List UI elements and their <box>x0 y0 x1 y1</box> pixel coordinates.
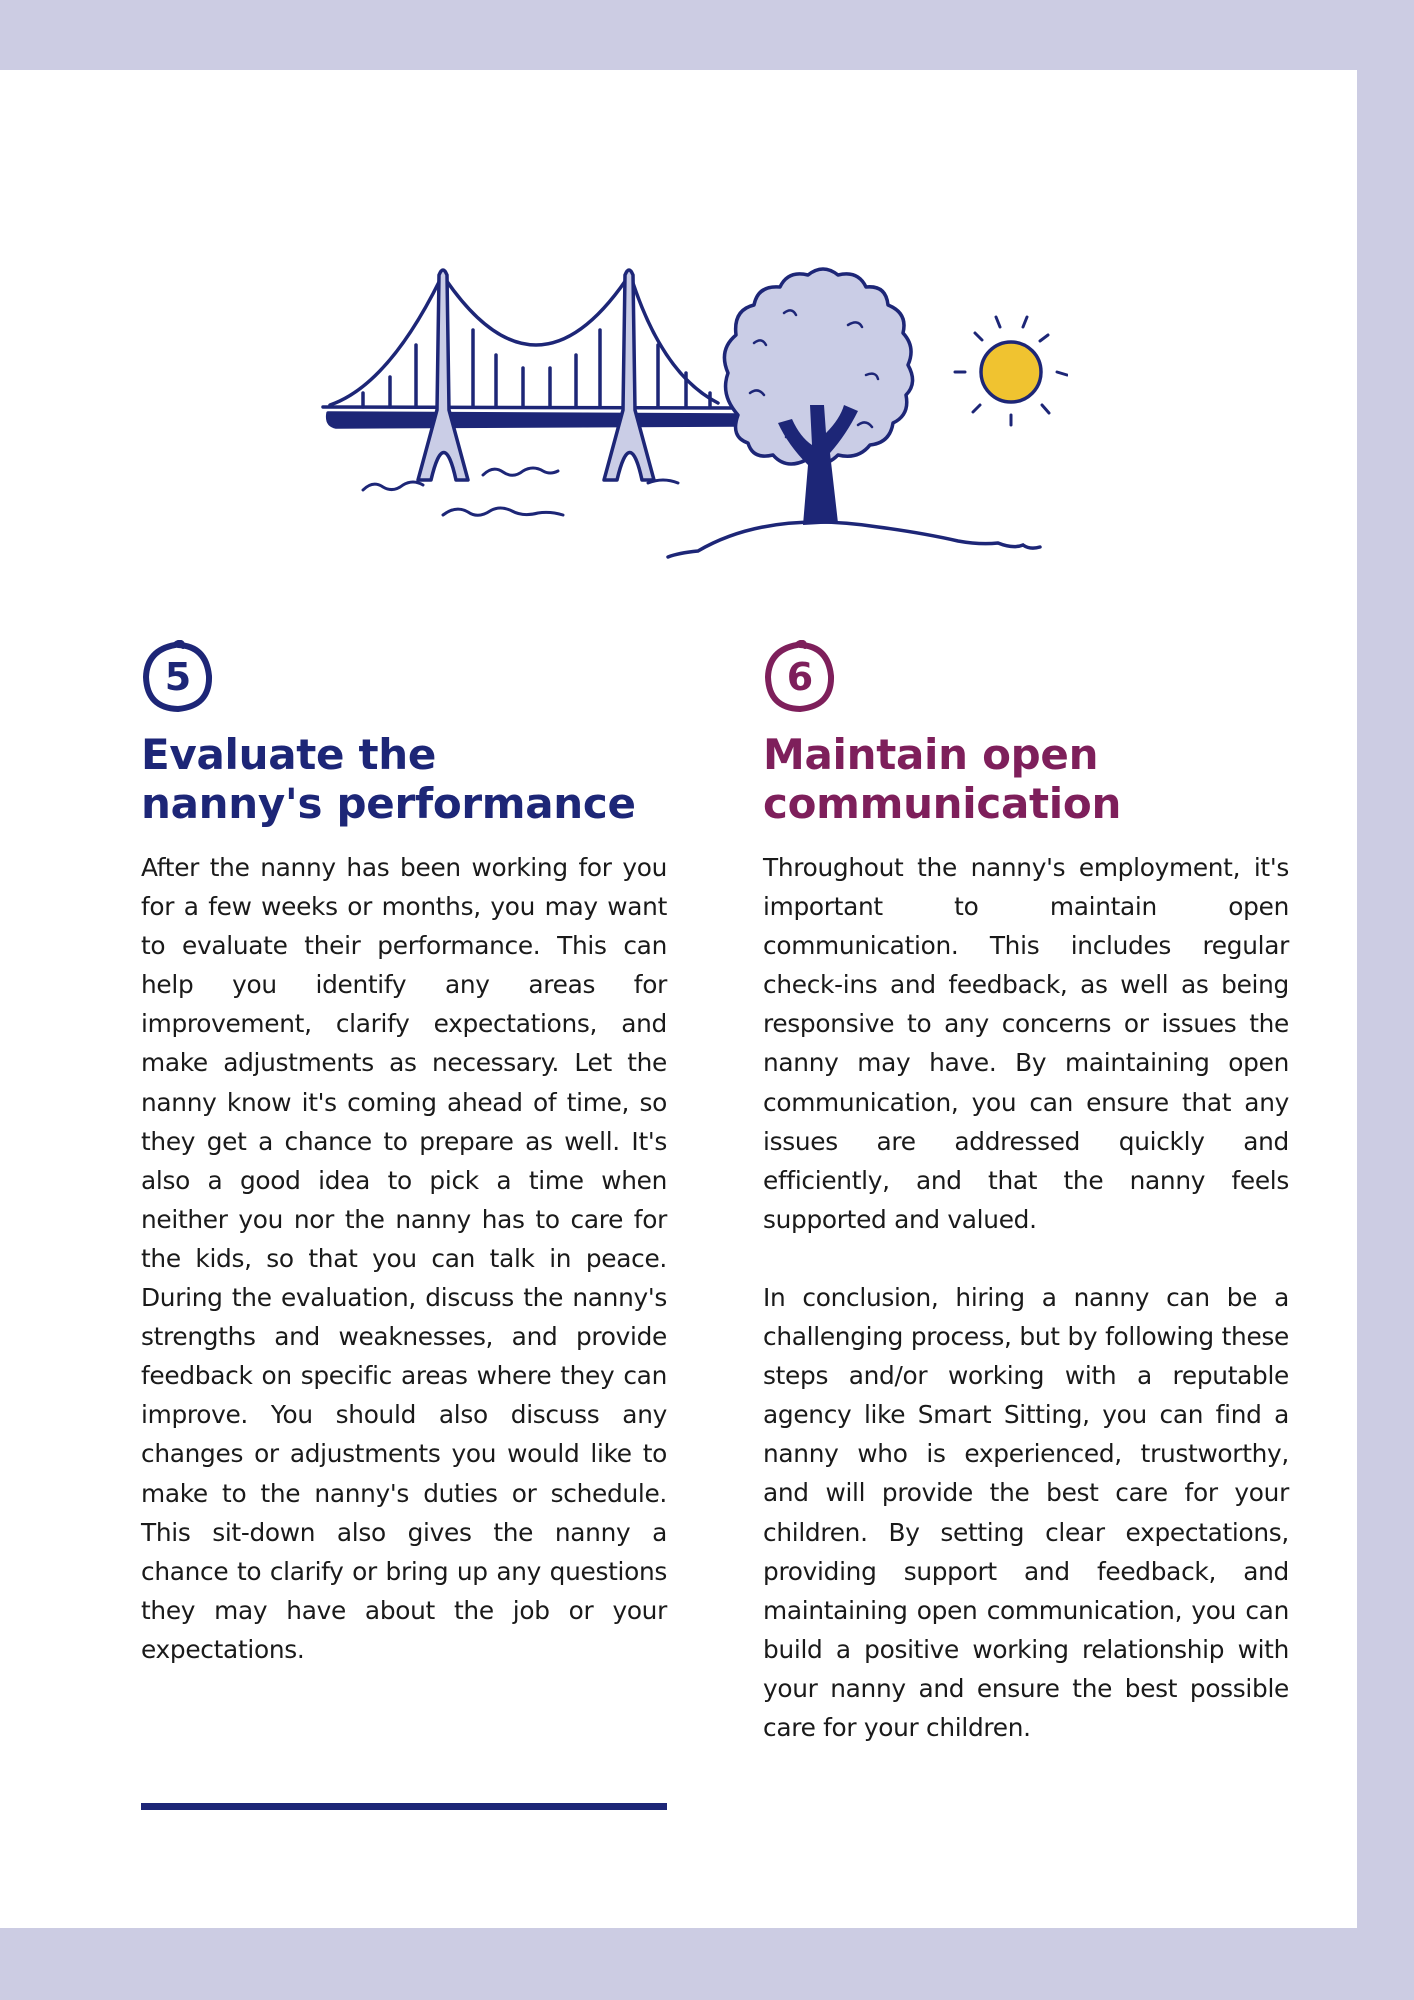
section-5-number: 5 <box>164 655 192 699</box>
section-6-body: Throughout the nanny's employment, it's important to maintain open communication. This includes regular check-ins and feedback, as well as being responsive to any concerns or issues the nanny may have. By maintaining open communication, you can ensure that any issues are addressed quickly and efficiently, and that the nanny feels supported and valued. <box>763 853 1289 1234</box>
section-5-heading-line2: nanny's performance <box>141 779 636 828</box>
section-6-heading <box>763 730 1289 828</box>
conclusion-paragraph: In conclusion, hiring a nanny can be a challenging process, but by following these steps and/or working with a reputable agency like Smart Sitting, you can find a nanny who is experienced, trustworthy, and will provide the best care for your children. By setting clear expectations, providing support and feedback, and maintaining open communication, you can build a positive working relationship with your nanny and ensure the best possible care for your children. <box>763 1282 1289 1742</box>
suspension-bridge-icon <box>323 270 738 480</box>
number-6-badge-icon <box>763 640 837 714</box>
section-6-heading-line1: Maintain open <box>763 730 1099 779</box>
sun-icon <box>955 317 1067 425</box>
section-5-heading <box>141 730 667 828</box>
section-5-body: After the nanny has been working for you for a few weeks or months, you may want to evaluate their performance. This can help you identify any areas for improvement, clarify expectations, and make adjustments as necessary. Let the nanny know it's coming ahead of time, so they get a chance to prepare as well. It's also a good idea to pick a time when neither you nor the nanny has to care for the kids, so that you can talk in peace. During the evaluation, discuss the nanny's strengths and weaknesses, and provide feedback on specific areas where they can improve. You should also discuss any changes or adjustments you would like to make to the nanny's duties or schedule. This sit-down also gives the nanny a chance to clarify or bring up any questions they may have about the job or your expectations. <box>141 853 667 1664</box>
number-5-badge-icon <box>141 640 215 714</box>
water-waves-icon <box>363 468 678 515</box>
section-6-number: 6 <box>786 655 814 699</box>
section-open-communication <box>763 640 1289 1747</box>
bridge-tree-sun-illustration <box>318 265 1068 565</box>
section-6-heading-line2: communication <box>763 779 1122 828</box>
hill-icon <box>668 522 1040 557</box>
tree-icon <box>724 269 912 525</box>
section-evaluate-performance <box>141 640 667 1669</box>
page <box>0 70 1357 1928</box>
divider-rule <box>141 1803 667 1810</box>
section-5-heading-line1: Evaluate the <box>141 730 437 779</box>
